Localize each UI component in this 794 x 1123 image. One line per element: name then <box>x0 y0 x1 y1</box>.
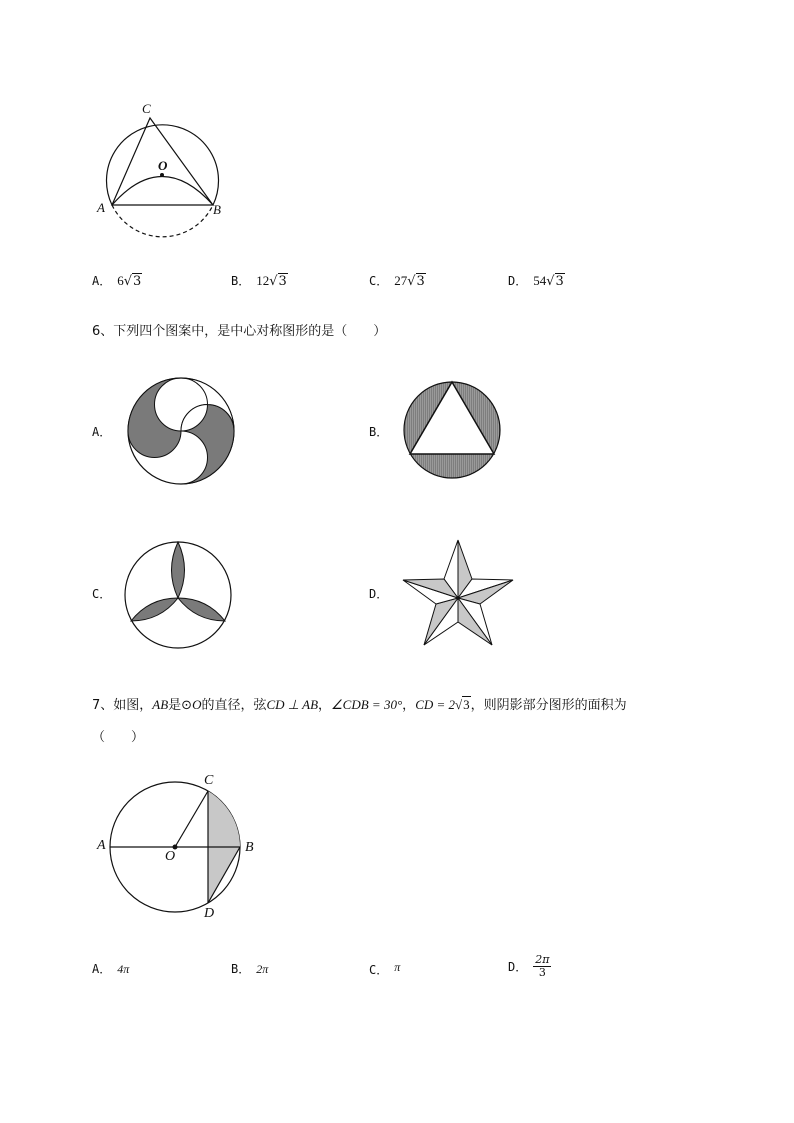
option-letter: C． <box>369 274 389 288</box>
option-coef: 6 <box>117 273 124 288</box>
radicand: 3 <box>133 274 142 289</box>
q7-label-O: O <box>165 849 176 864</box>
option-letter: B． <box>231 274 251 288</box>
q7-option-d[interactable] <box>508 954 551 979</box>
q7-option-b[interactable] <box>231 960 268 977</box>
q7-math: O <box>192 697 202 712</box>
q7-label-A: A <box>97 838 106 853</box>
numerator: 2π <box>535 953 550 966</box>
q5-label-A: A <box>97 200 105 215</box>
q6-option-b-label[interactable]: B． <box>369 425 389 439</box>
radicand: 3 <box>278 274 287 289</box>
q5-label-C: C <box>142 101 151 116</box>
q7-math: ∠CDB = 30° <box>331 697 403 712</box>
option-value: π <box>394 960 401 974</box>
q6-stem: 6、下列四个图案中，是中心对称图形的是（ ） <box>92 324 387 339</box>
sqrt-symbol: √3 <box>407 274 425 289</box>
q7-label-D: D <box>204 906 215 921</box>
q7-text: 7、如图， <box>92 698 153 713</box>
q7-math: AB <box>152 697 169 712</box>
sqrt-symbol: √3 <box>455 697 470 712</box>
option-value: 2π <box>256 962 269 976</box>
option-letter: B． <box>231 962 251 976</box>
q7-option-a[interactable] <box>92 960 129 977</box>
q7-text: 的直径，弦 <box>201 698 267 713</box>
radicand: 3 <box>416 274 425 289</box>
q7-option-c[interactable] <box>369 960 400 978</box>
radicand: 3 <box>555 274 564 289</box>
option-letter: D． <box>508 960 528 974</box>
sqrt-symbol: √3 <box>269 274 287 289</box>
q7-text: ，则阴影部分图形的面积为 <box>470 698 627 713</box>
q7-text: ， <box>318 698 332 713</box>
denominator: 3 <box>538 966 546 979</box>
q6-option-a-label[interactable]: A． <box>92 425 112 439</box>
option-letter: D． <box>508 274 528 288</box>
sqrt-symbol: √3 <box>123 274 142 289</box>
sqrt-symbol: √3 <box>546 274 564 289</box>
radicand: 3 <box>463 697 470 712</box>
q5-label-B: B <box>213 202 221 217</box>
option-letter: A． <box>92 274 112 288</box>
q7-shaded-region <box>208 791 240 847</box>
q7-text: ， <box>402 698 416 713</box>
option-value: 4π <box>117 962 130 976</box>
q7-math: CD ⊥ AB <box>266 697 319 712</box>
option-coef: 12 <box>256 273 270 288</box>
option-letter: A． <box>92 962 112 976</box>
option-coef: 54 <box>533 273 547 288</box>
q5-label-O: O <box>158 158 168 173</box>
q7-text: 是⊙ <box>168 698 193 713</box>
q7-label-B: B <box>245 840 254 855</box>
fraction <box>533 954 551 979</box>
option-letter: C． <box>369 963 389 977</box>
q6-option-c-label[interactable]: C． <box>92 587 112 601</box>
q6-option-d-label[interactable]: D． <box>369 587 389 601</box>
q7-stem-line2: （ ） <box>92 730 145 745</box>
option-coef: 27 <box>394 273 408 288</box>
q7-math: CD = 2 <box>415 697 456 712</box>
q7-label-C: C <box>204 773 214 788</box>
